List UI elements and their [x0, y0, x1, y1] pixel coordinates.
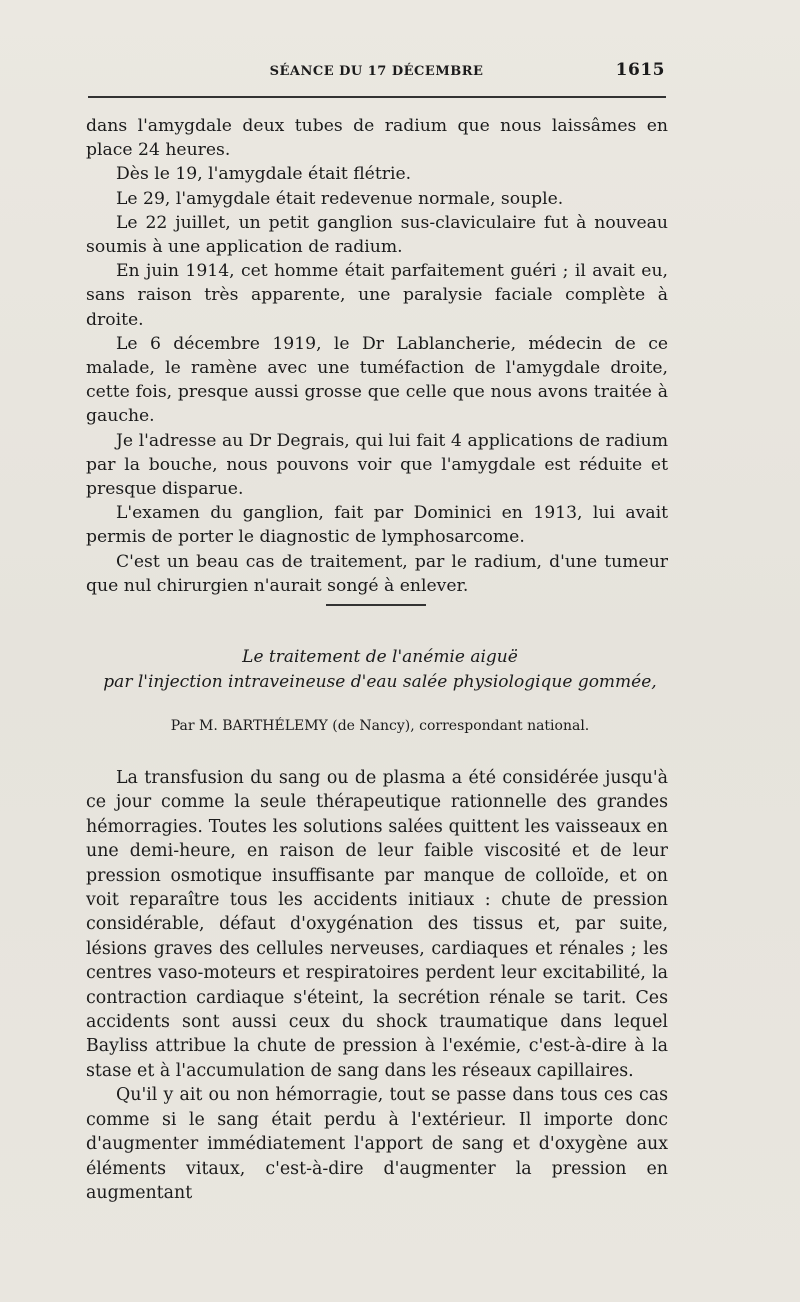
paragraph: Le 22 juillet, un petit ganglion sus-claviculaire fut à nouveau soumis à une application de radium.	[86, 212, 668, 258]
paragraph: dans l'amygdale deux tubes de radium que nous laissâmes en place 24 heures.	[86, 116, 668, 161]
header-rule	[88, 96, 666, 98]
paragraph: La transfusion du sang ou de plasma a été considérée jusqu'à ce jour comme la seule thérapeutique rationnelle des grandes hémorragies. Toutes les solutions salées quittent les vaisseaux en une demi-heure, en raison de leur faible viscosité et de leur pression osmotique insuffisante par manque de colloïde, et on voit reparaître tous les accidents initiaux : chute de pression considérable, défaut d'oxygénation des tissus et, par suite, lésions graves des cellules nerveuses, cardiaques et rénales ; les centres vaso-moteurs et respiratoires perdent leur excitabilité, la contraction cardiaque s'éteint, la secrétion rénale se tarit. Ces accidents sont aussi ceux du shock traumatique dans lequel Bayliss attribue la chute de pression à l'exémie, c'est-à-dire à la stase et à l'accumulation de sang dans les réseaux capillaires.	[86, 768, 668, 1081]
paragraph: En juin 1914, cet homme était parfaitement guéri ; il avait eu, sans raison très apparente, une paralysie faciale complète à droite.	[86, 261, 668, 330]
section-article-body	[86, 766, 668, 1205]
paragraph: Le 29, l'amygdale était redevenue normale, souple.	[116, 188, 564, 209]
running-header	[88, 60, 665, 84]
section-continued-case	[86, 114, 668, 598]
page-number: 1615	[615, 60, 665, 80]
header-title: SÉANCE DU 17 DÉCEMBRE	[269, 64, 484, 79]
paragraph: L'examen du ganglion, fait par Dominici en 1913, lui avait permis de porter le diagnostic de lymphosarcome.	[86, 503, 668, 548]
section-separator	[326, 604, 426, 606]
article-title-line-2: par l'injection intraveineuse d'eau salée physiologique gommée,	[103, 672, 657, 692]
paragraph: C'est un beau cas de traitement, par le radium, d'une tumeur que nul chirurgien n'aurait songé à enlever.	[86, 551, 668, 596]
paragraph: Je l'adresse au Dr Degrais, qui lui fait 4 applications de radium par la bouche, nous pouvons voir que l'amygdale est réduite et presque disparue.	[86, 430, 668, 500]
paragraph: Qu'il y ait ou non hémorragie, tout se passe dans tous ces cas comme si le sang était perdu à l'extérieur. Il importe donc d'augmenter immédiatement l'apport de sang et d'oxygène aux éléments vitaux, c'est-à-dire d'augmenter la pression en augmentant	[86, 1085, 668, 1203]
article-byline: Par M. BARTHÉLEMY (de Nancy), correspondant national.	[170, 718, 590, 734]
article-title-line-1: Le traitement de l'anémie aiguë	[242, 647, 518, 667]
article-title	[80, 645, 680, 695]
paragraph: Dès le 19, l'amygdale était flétrie.	[116, 164, 412, 185]
paragraph: Le 6 décembre 1919, le Dr Lablancherie, médecin de ce malade, le ramène avec une tuméfaction de l'amygdale droite, cette fois, presque aussi grosse que celle que nous avons traitée à gauche.	[86, 333, 668, 427]
